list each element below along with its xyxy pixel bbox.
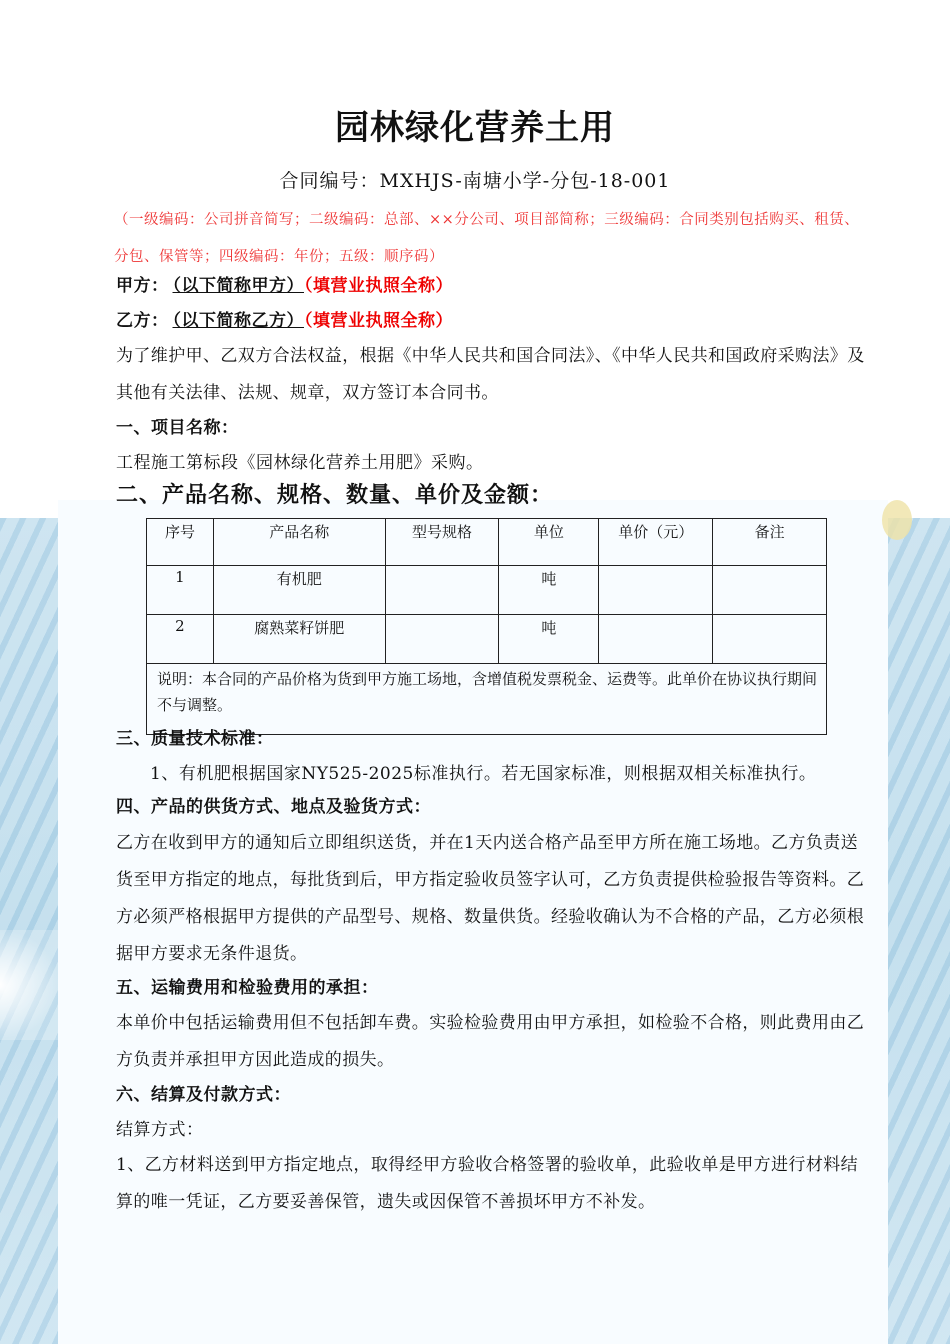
table-cell: 有机肥 xyxy=(213,566,385,615)
table-cell: 1 xyxy=(147,566,214,615)
table-cell xyxy=(385,566,499,615)
header-cell: 序号 xyxy=(147,519,214,566)
table-cell xyxy=(713,566,827,615)
section-3-text: 1、有机肥根据国家NY525-2025标准执行。若无国家标准，则根据双相关标准执行。 xyxy=(150,764,817,784)
table-cell: 吨 xyxy=(499,615,599,664)
party-b-name: （以下简称乙方） xyxy=(172,311,304,331)
party-b-label: 乙方： xyxy=(116,311,169,331)
section-4-heading: 四、产品的供货方式、地点及验货方式： xyxy=(116,797,431,817)
product-table xyxy=(146,518,827,735)
section-6-heading: 六、结算及付款方式： xyxy=(116,1085,291,1105)
section-3-heading: 三、质量技术标准： xyxy=(116,729,274,749)
party-b-line xyxy=(116,303,866,340)
table-cell xyxy=(713,615,827,664)
section-2-heading: 二、产品名称、规格、数量、单价及金额： xyxy=(116,482,554,508)
contract-number: 合同编号：MXHJS-南塘小学-分包-18-001 xyxy=(279,170,671,192)
party-a-line xyxy=(116,268,866,305)
section-5-text: 本单价中包括运输费用但不包括卸车费。实验检验费用由甲方承担，如检验不合格，则此费用由乙方负责并承担甲方因此造成的损失。 xyxy=(116,1013,865,1070)
header-cell: 型号规格 xyxy=(385,519,499,566)
table-cell xyxy=(385,615,499,664)
table-row xyxy=(147,566,827,615)
header-cell: 产品名称 xyxy=(213,519,385,566)
table-cell: 2 xyxy=(147,615,214,664)
party-a-hint: （填营业执照全称） xyxy=(304,276,453,296)
header-cell: 备注 xyxy=(713,519,827,566)
party-b-hint: （填营业执照全称） xyxy=(304,311,453,331)
section-6-text: 1、乙方材料送到甲方指定地点，取得经甲方验收合格签署的验收单，此验收单是甲方进行材料结算的唯一凭证，乙方要妥善保管，遗失或因保管不善损坏甲方不补发。 xyxy=(116,1155,859,1212)
section-5-heading: 五、运输费用和检验费用的承担： xyxy=(116,978,379,998)
party-a-name: （以下简称甲方） xyxy=(172,276,304,296)
table-cell: 腐熟菜籽饼肥 xyxy=(213,615,385,664)
table-note: 说明：本合同的产品价格为货到甲方施工场地，含增值税发票税金、运费等。此单价在协议执行期间不与调整。 xyxy=(147,664,827,735)
table-header-row xyxy=(147,519,827,566)
table-row xyxy=(147,615,827,664)
document-title: 园林绿化营养土用 xyxy=(335,108,615,148)
intro-paragraph: 为了维护甲、乙双方合法权益，根据《中华人民共和国合同法》、《中华人民共和国政府采购法》及其他有关法律、法规、规章，双方签订本合同书。 xyxy=(116,346,865,403)
section-1-text: 工程施工第标段《园林绿化营养土用肥》采购。 xyxy=(116,453,484,473)
party-a-label: 甲方： xyxy=(116,276,169,296)
header-cell: 单位 xyxy=(499,519,599,566)
header-cell: 单价（元） xyxy=(599,519,713,566)
table-cell: 吨 xyxy=(499,566,599,615)
table-cell xyxy=(599,615,713,664)
table-cell xyxy=(599,566,713,615)
code-note: （一级编码：公司拼音简写；二级编码：总部、××分公司、项目部简称；三级编码：合同类别包括购买、租赁、分包、保管等；四级编码：年份；五级：顺序码） xyxy=(114,212,860,265)
section-1-heading: 一、项目名称： xyxy=(116,418,239,438)
section-6-subheading: 结算方式： xyxy=(116,1120,204,1140)
section-4-text: 乙方在收到甲方的通知后立即组织送货，并在1天内送合格产品至甲方所在施工场地。乙方负责送货至甲方指定的地点，每批货到后，甲方指定验收员签字认可，乙方负责提供检验报告等资料。乙方必须严格根据甲方提供的产品型号、规格、数量供货。经验收确认为不合格的产品，乙方必须根据甲方要求无条件退货。 xyxy=(116,833,865,964)
